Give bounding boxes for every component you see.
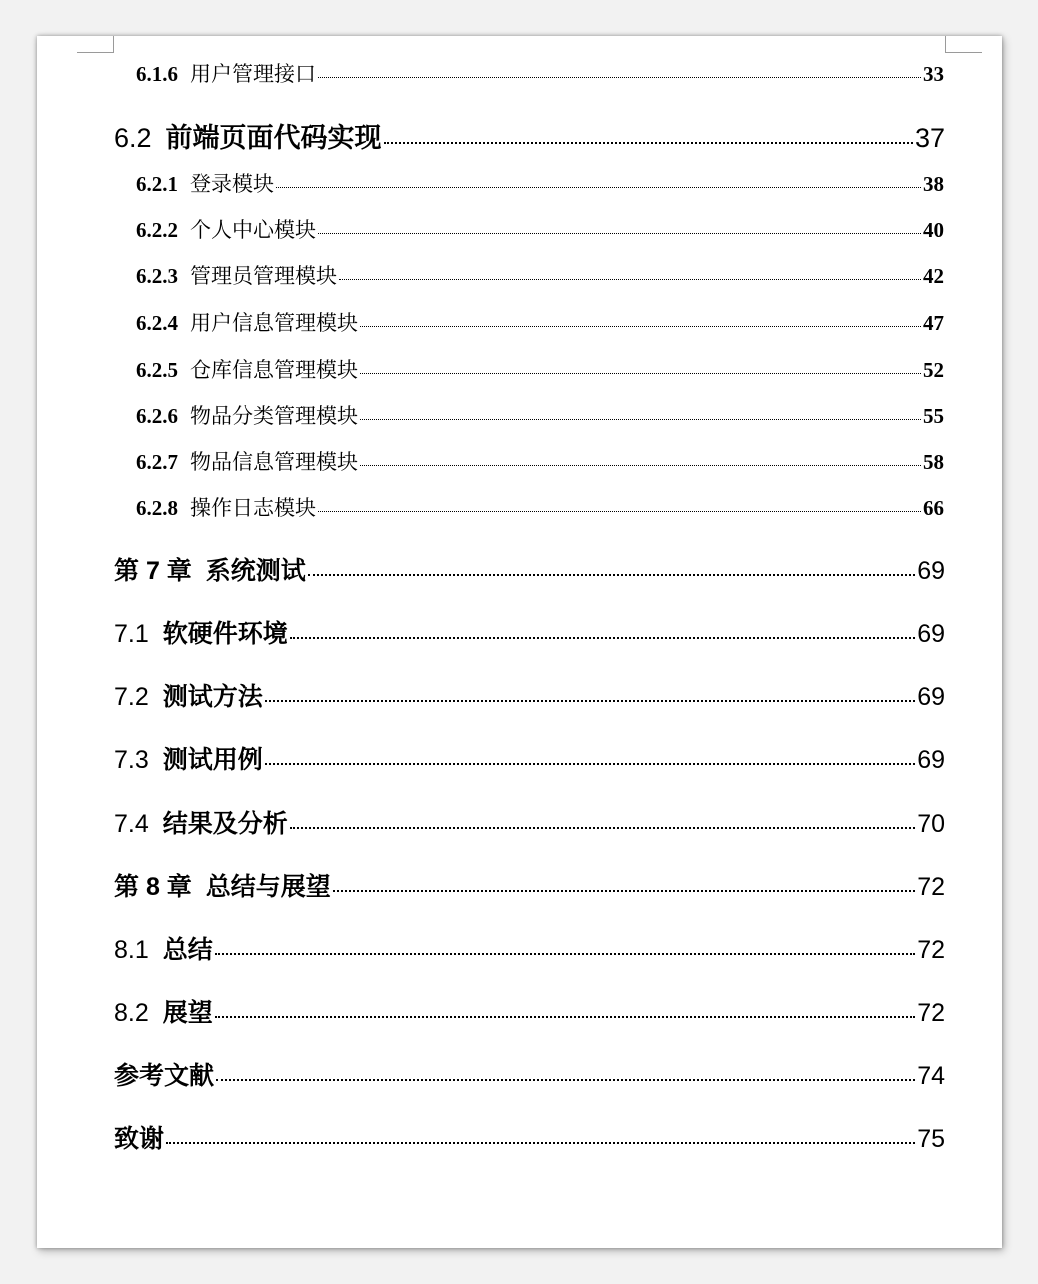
dot-leader	[360, 326, 921, 327]
toc-entry-page: 69	[917, 620, 945, 648]
toc-entry-title: 用户信息管理模块	[190, 311, 358, 335]
toc-entry-page: 74	[917, 1062, 945, 1090]
toc-entry-7-4[interactable]	[114, 804, 945, 840]
toc-entry-title: 总结与展望	[205, 873, 331, 901]
toc-entry-page: 72	[917, 936, 945, 964]
dot-leader	[308, 574, 915, 576]
toc-entry-page: 72	[917, 999, 945, 1027]
dot-leader	[318, 511, 921, 512]
dot-leader	[290, 637, 915, 639]
toc-entry-page: 70	[917, 810, 945, 838]
toc-entry-6-2-8[interactable]	[136, 492, 944, 522]
toc-entry-number: 6.2.2	[136, 218, 178, 242]
toc-entry-number: 7.4	[114, 810, 149, 838]
dot-leader	[384, 142, 913, 144]
toc-entry-title: 用户管理接口	[190, 62, 316, 86]
toc-entry-title: 总结	[162, 936, 213, 964]
toc-entry-title: 展望	[162, 999, 213, 1027]
toc-entry-page: 47	[923, 311, 944, 335]
toc-entry-page: 40	[923, 218, 944, 242]
toc-entry-7-3[interactable]	[114, 740, 945, 776]
toc-entry-6-2[interactable]	[114, 116, 945, 155]
dot-leader	[265, 700, 915, 702]
toc-entry-title: 结果及分析	[162, 810, 288, 838]
toc-entry-number: 6.1.6	[136, 62, 178, 86]
toc-entry-page: 33	[923, 62, 944, 86]
dot-leader	[166, 1142, 915, 1144]
toc-entry-title: 管理员管理模块	[190, 264, 337, 288]
toc-entry-number: 7.1	[114, 620, 149, 648]
dot-leader	[265, 763, 915, 765]
toc-entry-number: 8.1	[114, 936, 149, 964]
toc-entry-number: 6.2.1	[136, 172, 178, 196]
toc-entry-number: 6.2.7	[136, 450, 178, 474]
toc-entry-number: 7.3	[114, 746, 149, 774]
toc-entry-number: 6.2	[114, 123, 152, 153]
toc-entry-number: 6.2.4	[136, 311, 178, 335]
toc-entry-number: 6.2.6	[136, 404, 178, 428]
dot-leader	[339, 279, 921, 280]
toc-entry-6-2-5[interactable]	[136, 354, 944, 384]
toc-entry-chapter-8[interactable]	[114, 867, 945, 903]
toc-entry-page: 38	[923, 172, 944, 196]
toc-entry-number: 6.2.8	[136, 496, 178, 520]
toc-entry-acknowledgements[interactable]	[114, 1119, 945, 1155]
toc-entry-title: 致谢	[114, 1125, 165, 1153]
dot-leader	[290, 827, 915, 829]
toc-entry-6-2-3[interactable]	[136, 260, 944, 290]
toc-entry-page: 42	[923, 264, 944, 288]
document-page	[37, 36, 1002, 1248]
toc-entry-number: 6.2.5	[136, 358, 178, 382]
toc-entry-page: 69	[917, 683, 945, 711]
toc-entry-number: 第 8 章	[114, 873, 192, 901]
toc-entry-title: 物品信息管理模块	[190, 450, 358, 474]
toc-entry-title: 个人中心模块	[190, 218, 316, 242]
dot-leader	[360, 373, 921, 374]
toc-entry-7-1[interactable]	[114, 614, 945, 650]
toc-entry-title: 仓库信息管理模块	[190, 358, 358, 382]
dot-leader	[216, 1079, 915, 1081]
toc-entry-6-2-4[interactable]	[136, 307, 944, 337]
toc-entry-page: 55	[923, 404, 944, 428]
toc-entry-title: 操作日志模块	[190, 496, 316, 520]
toc-entry-6-2-6[interactable]	[136, 400, 944, 430]
toc-entry-number: 6.2.3	[136, 264, 178, 288]
toc-entry-7-2[interactable]	[114, 677, 945, 713]
toc-entry-page: 69	[917, 557, 945, 585]
toc-entry-title: 系统测试	[205, 557, 306, 585]
dot-leader	[276, 187, 921, 188]
toc-entry-title: 测试用例	[162, 746, 263, 774]
toc-entry-title: 物品分类管理模块	[190, 404, 358, 428]
toc-entry-number: 8.2	[114, 999, 149, 1027]
toc-entry-page: 52	[923, 358, 944, 382]
toc-entry-6-2-2[interactable]	[136, 214, 944, 244]
toc-entry-title: 登录模块	[190, 172, 274, 196]
toc-entry-6-1-6[interactable]	[136, 58, 944, 88]
toc-entry-8-2[interactable]	[114, 993, 945, 1029]
toc-entry-references[interactable]	[114, 1056, 945, 1092]
dot-leader	[333, 890, 915, 892]
toc-entry-page: 69	[917, 746, 945, 774]
toc-entry-title: 参考文献	[114, 1062, 215, 1090]
toc-entry-title: 测试方法	[162, 683, 263, 711]
table-of-contents	[37, 36, 1002, 1248]
toc-entry-8-1[interactable]	[114, 930, 945, 966]
toc-entry-page: 58	[923, 450, 944, 474]
toc-entry-6-2-1[interactable]	[136, 168, 944, 198]
dot-leader	[318, 77, 921, 78]
toc-entry-number: 第 7 章	[114, 557, 192, 585]
dot-leader	[360, 465, 921, 466]
dot-leader	[215, 953, 915, 955]
toc-entry-page: 75	[917, 1125, 945, 1153]
toc-entry-page: 37	[914, 123, 945, 153]
toc-entry-page: 72	[917, 873, 945, 901]
toc-entry-page: 66	[923, 496, 944, 520]
toc-entry-title: 软硬件环境	[162, 620, 288, 648]
dot-leader	[318, 233, 921, 234]
toc-entry-chapter-7[interactable]	[114, 551, 945, 587]
toc-entry-number: 7.2	[114, 683, 149, 711]
toc-entry-6-2-7[interactable]	[136, 446, 944, 476]
dot-leader	[360, 419, 921, 420]
dot-leader	[215, 1016, 915, 1018]
toc-entry-title: 前端页面代码实现	[165, 123, 382, 153]
